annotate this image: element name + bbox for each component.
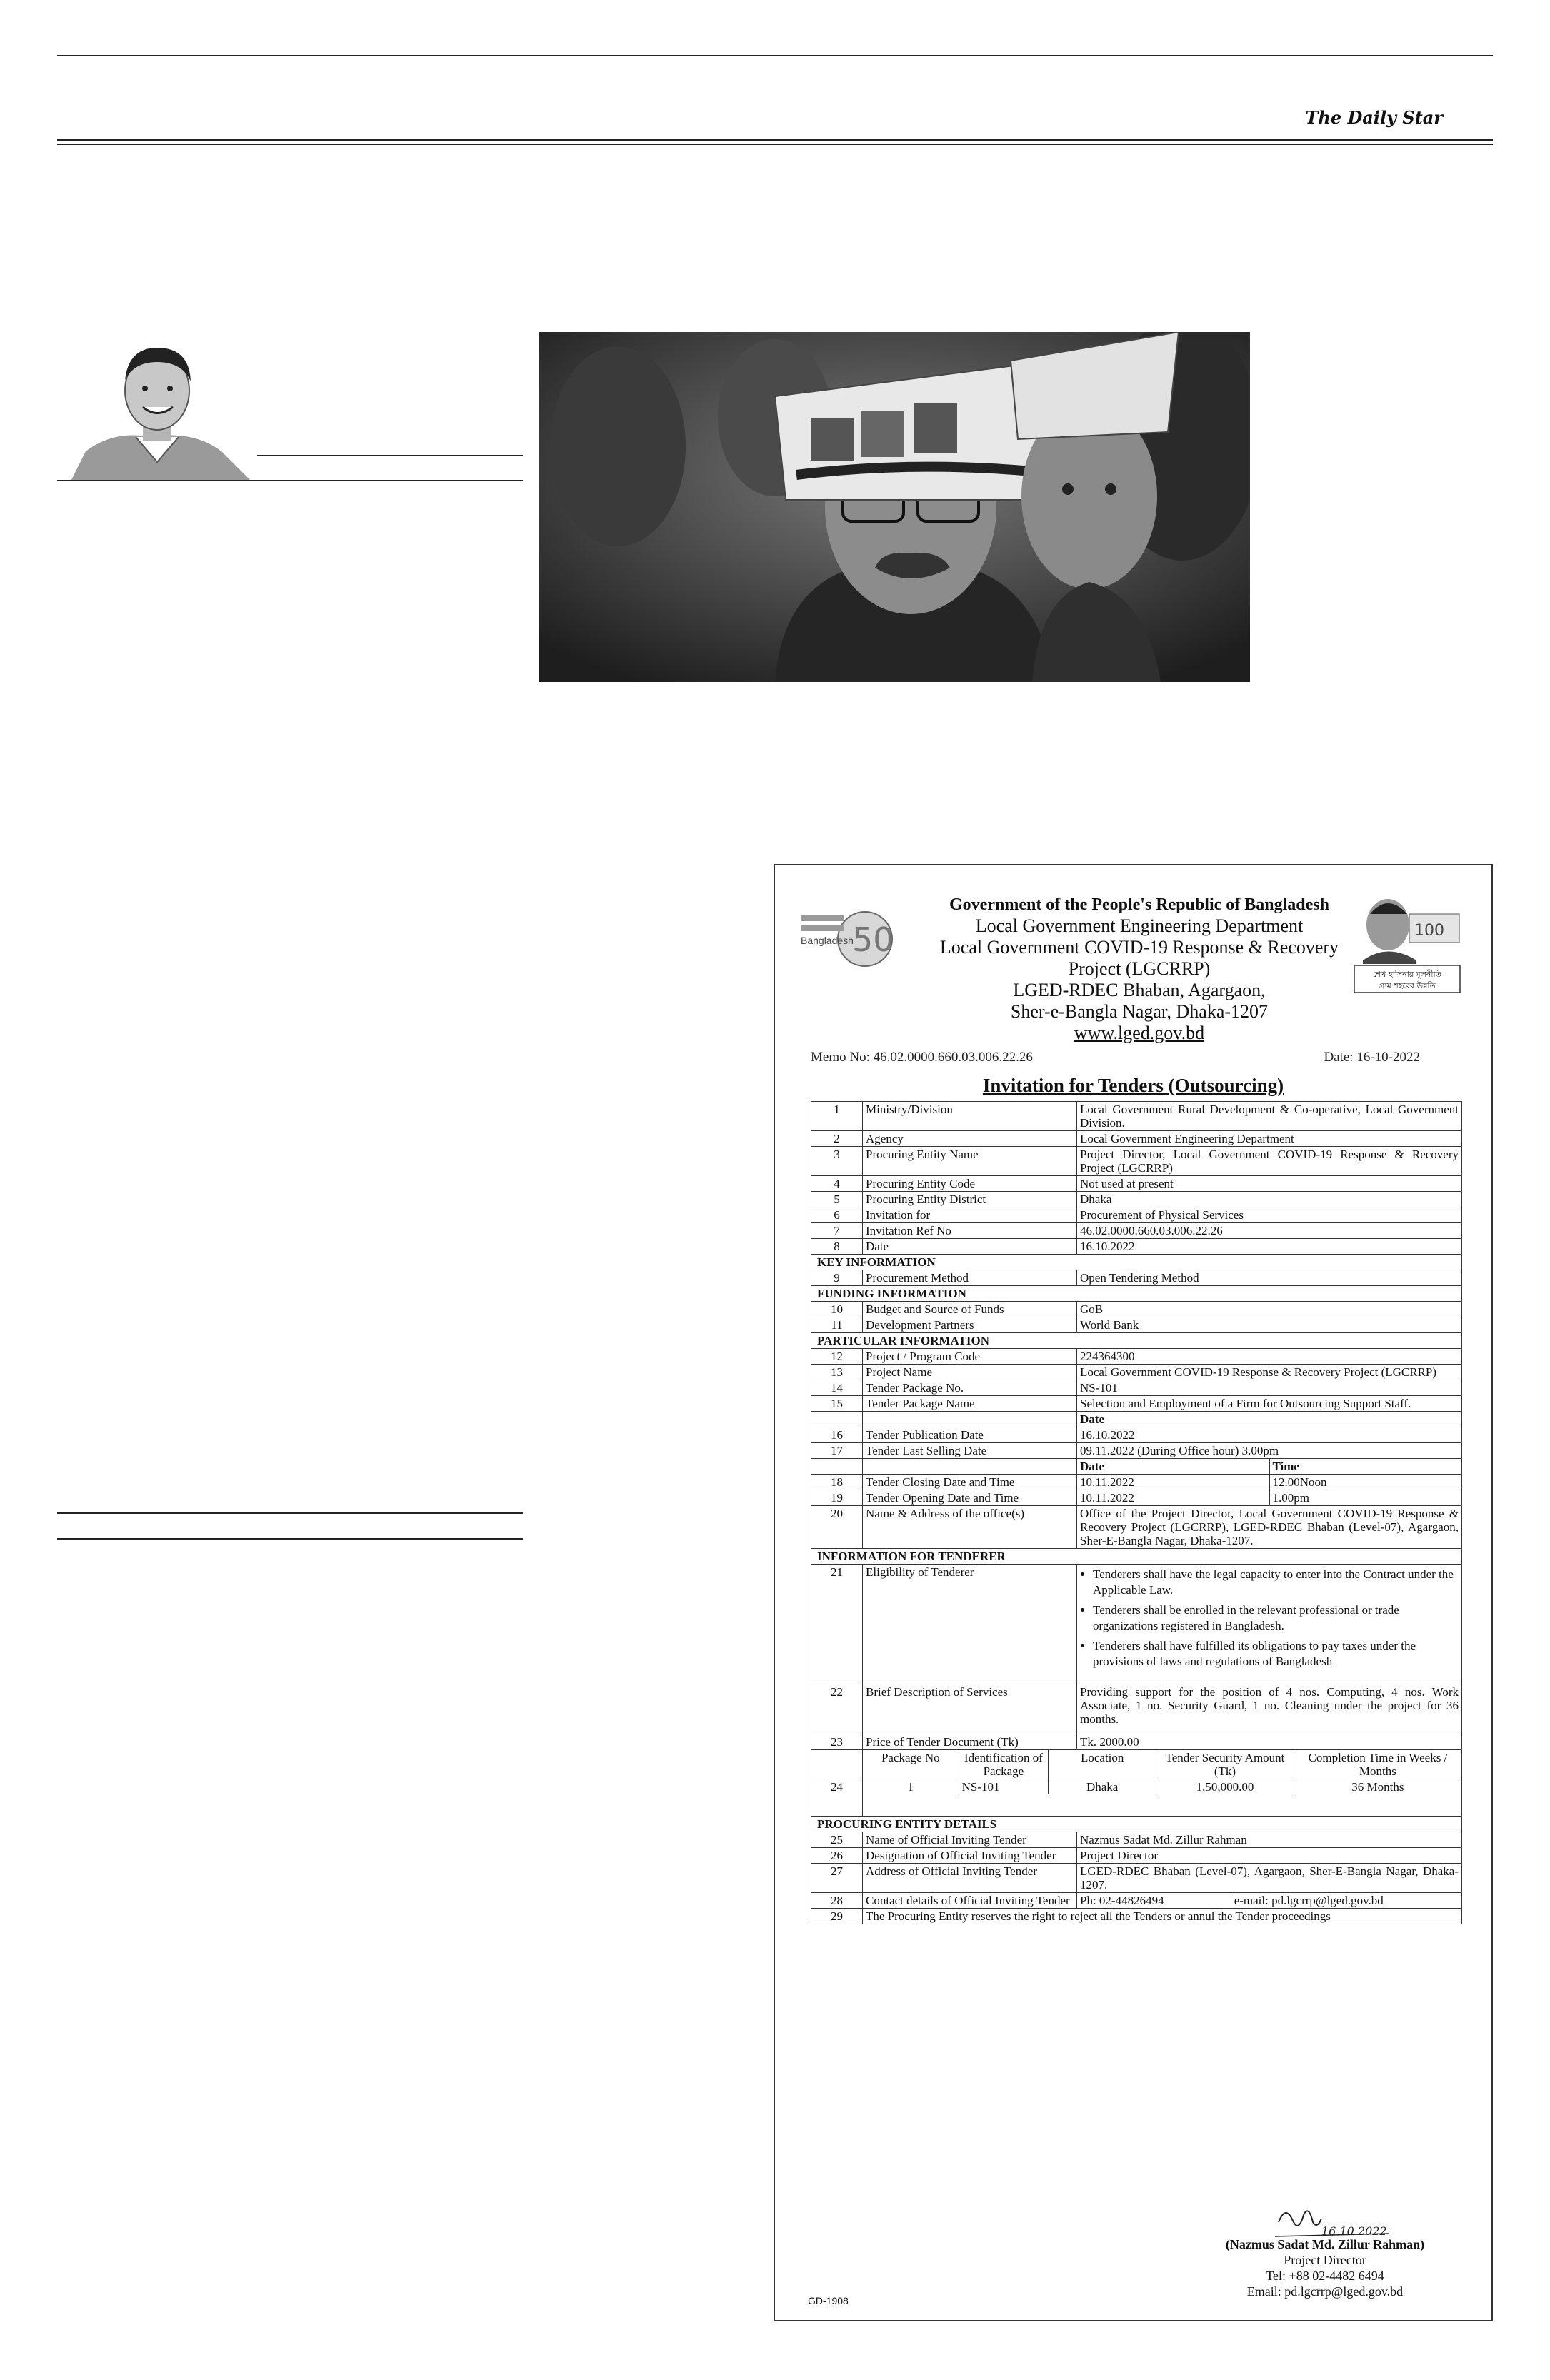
row-number: 23 bbox=[811, 1734, 863, 1750]
row-number: 8 bbox=[811, 1239, 863, 1255]
signatory-title: Project Director bbox=[1284, 2253, 1366, 2267]
advertisement-header bbox=[918, 894, 1361, 1044]
row-value: Nazmus Sadat Md. Zillur Rahman bbox=[1077, 1832, 1462, 1848]
address-line-1: LGED-RDEC Bhaban, Agargaon, bbox=[1013, 980, 1266, 1000]
table-row bbox=[811, 1147, 1462, 1176]
row-number: 21 bbox=[811, 1565, 863, 1684]
table-row bbox=[811, 1192, 1462, 1207]
package-column-header: Package No bbox=[863, 1750, 959, 1779]
row-value: 16.10.2022 bbox=[1077, 1239, 1462, 1255]
table-row bbox=[811, 1475, 1462, 1490]
eligibility-item: • Tenderers shall have the legal capacity to enter into the Contract under the Applicable Law. bbox=[1093, 1567, 1459, 1598]
table-row bbox=[811, 1506, 1462, 1549]
table-group-e bbox=[811, 1427, 1462, 1459]
table-row bbox=[811, 1832, 1462, 1848]
project-title-1: Local Government COVID-19 Response & Recovery bbox=[939, 937, 1339, 958]
eligibility-list bbox=[1077, 1565, 1462, 1684]
table-row bbox=[811, 1102, 1462, 1131]
row-number: 6 bbox=[811, 1207, 863, 1223]
package-column-header: Location bbox=[1049, 1750, 1156, 1779]
eligibility-item: • Tenderers shall have fulfilled its obligations to pay taxes under the provisions of laws and regulations of Bangladesh bbox=[1093, 1638, 1459, 1669]
contact-phone: Ph: 02-44826494 bbox=[1077, 1893, 1231, 1908]
table-row bbox=[811, 1412, 1462, 1427]
row-field: Project Name bbox=[863, 1365, 1077, 1380]
row-field: Tender Package Name bbox=[863, 1396, 1077, 1412]
masthead-rule-2 bbox=[57, 144, 1493, 145]
package-header-row bbox=[811, 1750, 1462, 1779]
row-number: 3 bbox=[811, 1147, 863, 1176]
row-number: 4 bbox=[811, 1176, 863, 1192]
row-field: Brief Description of Services bbox=[863, 1684, 1077, 1734]
row-number: 15 bbox=[811, 1396, 863, 1412]
section-procuring-entity-details: PROCURING ENTITY DETAILS bbox=[811, 1817, 1462, 1832]
package-completion-time: 36 Months bbox=[1351, 1780, 1404, 1794]
row-field: Ministry/Division bbox=[863, 1102, 1077, 1131]
row-number: 20 bbox=[811, 1506, 863, 1549]
row-number: 29 bbox=[811, 1909, 863, 1924]
table-group-g bbox=[811, 1832, 1462, 1893]
masthead-logo: The Daily Star bbox=[1305, 107, 1443, 128]
crowd-photo bbox=[539, 332, 1250, 682]
row-value: 46.02.0000.660.03.006.22.26 bbox=[1077, 1223, 1462, 1239]
table-group-d bbox=[811, 1349, 1462, 1412]
row-value: 16.10.2022 bbox=[1077, 1427, 1462, 1443]
address-line-2: Sher-e-Bangla Nagar, Dhaka-1207 bbox=[1010, 1001, 1269, 1022]
package-location: Dhaka bbox=[1049, 1779, 1156, 1794]
row-number: 22 bbox=[811, 1684, 863, 1734]
table-row bbox=[811, 1396, 1462, 1412]
table-row bbox=[811, 1848, 1462, 1864]
package-column-header: Identification of Package bbox=[959, 1750, 1049, 1779]
row-value: Local Government Rural Development & Co-operative, Local Government Division. bbox=[1077, 1102, 1462, 1131]
project-title-2: Project (LGCRRP) bbox=[1068, 958, 1211, 979]
svg-text:100: 100 bbox=[1414, 922, 1444, 940]
row-field: Eligibility of Tenderer bbox=[863, 1565, 1077, 1684]
row-number: 18 bbox=[811, 1475, 863, 1490]
row-value: Procurement of Physical Services bbox=[1077, 1207, 1462, 1223]
table-row bbox=[811, 1909, 1462, 1924]
row-field: Name of Official Inviting Tender bbox=[863, 1832, 1077, 1848]
column-rule-2 bbox=[57, 1538, 523, 1540]
row-value: Project Director, Local Government COVID-19 Response & Recovery Project (LGCRRP) bbox=[1077, 1147, 1462, 1176]
package-header-table bbox=[863, 1750, 1461, 1779]
row-field: Name & Address of the office(s) bbox=[863, 1506, 1077, 1549]
row-field: Address of Official Inviting Tender bbox=[863, 1864, 1077, 1893]
table-row bbox=[811, 1131, 1462, 1147]
package-row bbox=[811, 1779, 1462, 1817]
row-time: 1.00pm bbox=[1272, 1491, 1309, 1505]
signature-scribble bbox=[1271, 2201, 1393, 2240]
row-field: Tender Package No. bbox=[863, 1380, 1077, 1396]
date-header: Date bbox=[1077, 1412, 1462, 1427]
row-field: Agency bbox=[863, 1131, 1077, 1147]
table-row bbox=[811, 1893, 1462, 1909]
bangladesh-50-logo bbox=[801, 900, 894, 978]
package-identification: NS-101 bbox=[959, 1779, 1049, 1794]
svg-text:গ্রাম শহরের উন্নতি: গ্রাম শহরের উন্নতি bbox=[1379, 981, 1436, 990]
portrait-rule-2 bbox=[57, 480, 523, 481]
memo-number: Memo No: 46.02.0000.660.03.006.22.26 bbox=[811, 1050, 1033, 1065]
package-security-amount: 1,50,000.00 bbox=[1156, 1779, 1294, 1794]
svg-text:16.10.2022: 16.10.2022 bbox=[1321, 2224, 1387, 2238]
government-title: Government of the People's Republic of Bangladesh bbox=[949, 895, 1329, 914]
row-number: 5 bbox=[811, 1192, 863, 1207]
row-field: Procuring Entity Code bbox=[863, 1176, 1077, 1192]
row-number: 25 bbox=[811, 1832, 863, 1848]
row-field: Procuring Entity District bbox=[863, 1192, 1077, 1207]
row-value: Selection and Employment of a Firm for Outsourcing Support Staff. bbox=[1077, 1396, 1462, 1412]
row-value: GoB bbox=[1077, 1302, 1462, 1317]
table-row bbox=[811, 1734, 1462, 1750]
table-row bbox=[811, 1365, 1462, 1380]
row-field: Tender Last Selling Date bbox=[863, 1443, 1077, 1459]
table-row bbox=[811, 1443, 1462, 1459]
eligibility-item: • Tenderers shall be enrolled in the relevant professional or trade organizations registered in Bangladesh. bbox=[1093, 1602, 1459, 1634]
table-row bbox=[811, 1223, 1462, 1239]
svg-text:Bangladesh: Bangladesh bbox=[801, 935, 854, 946]
row-number: 13 bbox=[811, 1365, 863, 1380]
columnist-portrait bbox=[57, 330, 257, 480]
row-field: Tender Opening Date and Time bbox=[863, 1490, 1077, 1506]
table-row bbox=[811, 1207, 1462, 1223]
row-field: Contact details of Official Inviting Tender bbox=[863, 1893, 1077, 1909]
table-row bbox=[811, 1565, 1462, 1684]
row-value: NS-101 bbox=[1077, 1380, 1462, 1396]
row-field: Procurement Method bbox=[863, 1270, 1077, 1286]
row-number: 27 bbox=[811, 1864, 863, 1893]
table-row bbox=[811, 1864, 1462, 1893]
table-row bbox=[811, 1459, 1462, 1475]
svg-text:50: 50 bbox=[852, 920, 894, 959]
table-row bbox=[811, 1176, 1462, 1192]
section-funding-information: FUNDING INFORMATION bbox=[811, 1286, 1462, 1302]
portrait-rule-1 bbox=[257, 455, 523, 456]
package-values-table bbox=[863, 1779, 1461, 1794]
row-number: 10 bbox=[811, 1302, 863, 1317]
row-value: Dhaka bbox=[1077, 1192, 1462, 1207]
row-field: Designation of Official Inviting Tender bbox=[863, 1848, 1077, 1864]
table-row bbox=[811, 1380, 1462, 1396]
table-row bbox=[811, 1684, 1462, 1734]
row-value: 224364300 bbox=[1077, 1349, 1462, 1365]
row-number: 1 bbox=[811, 1102, 863, 1131]
row-field: Tender Closing Date and Time bbox=[863, 1475, 1077, 1490]
tender-table bbox=[811, 1101, 1462, 1924]
table-group-b bbox=[811, 1270, 1462, 1286]
advertisement-title: Invitation for Tenders (Outsourcing) bbox=[982, 1075, 1284, 1096]
row-number: 12 bbox=[811, 1349, 863, 1365]
row-number: 2 bbox=[811, 1131, 863, 1147]
row-number: 9 bbox=[811, 1270, 863, 1286]
department-title: Local Government Engineering Department bbox=[975, 915, 1304, 936]
row-date: 10.11.2022 bbox=[1077, 1490, 1269, 1505]
package-column-header: Tender Security Amount (Tk) bbox=[1156, 1750, 1294, 1779]
row-field: Procuring Entity Name bbox=[863, 1147, 1077, 1176]
section-information-for-tenderer: INFORMATION FOR TENDERER bbox=[811, 1549, 1462, 1565]
row-value: Project Director bbox=[1077, 1848, 1462, 1864]
table-group-f bbox=[811, 1475, 1462, 1506]
row-field: Invitation Ref No bbox=[863, 1223, 1077, 1239]
mujib-100-logo bbox=[1349, 893, 1463, 996]
table-row bbox=[811, 1490, 1462, 1506]
row-value: Local Government COVID-19 Response & Recovery Project (LGCRRP) bbox=[1077, 1365, 1462, 1380]
row-value: Not used at present bbox=[1077, 1176, 1462, 1192]
signatory-email[interactable]: Email: pd.lgcrrp@lged.gov.bd bbox=[1246, 2284, 1404, 2299]
row-number: 7 bbox=[811, 1223, 863, 1239]
time-column-header: Time bbox=[1272, 1460, 1299, 1473]
memo-date: Date: 16-10-2022 bbox=[1324, 1050, 1420, 1065]
row-number: 28 bbox=[811, 1893, 863, 1909]
package-number: 1 bbox=[863, 1779, 959, 1794]
signatory-name: (Nazmus Sadat Md. Zillur Rahman) bbox=[1225, 2237, 1425, 2251]
row-number: 17 bbox=[811, 1443, 863, 1459]
row-time: 12.00Noon bbox=[1272, 1475, 1327, 1489]
masthead-rule-1 bbox=[57, 139, 1493, 141]
gd-number: GD-1908 bbox=[808, 2295, 849, 2306]
row-number: 11 bbox=[811, 1317, 863, 1333]
section-particular-information: PARTICULAR INFORMATION bbox=[811, 1333, 1462, 1349]
row-number: 19 bbox=[811, 1490, 863, 1506]
row-field: Tender Publication Date bbox=[863, 1427, 1077, 1443]
table-row bbox=[811, 1239, 1462, 1255]
row-value: Local Government Engineering Department bbox=[1077, 1131, 1462, 1147]
row-number: 14 bbox=[811, 1380, 863, 1396]
table-row bbox=[811, 1317, 1462, 1333]
column-rule-1 bbox=[57, 1512, 523, 1514]
contact-email[interactable]: e-mail: pd.lgcrrp@lged.gov.bd bbox=[1234, 1894, 1384, 1907]
row-field: Invitation for bbox=[863, 1207, 1077, 1223]
tender-advertisement bbox=[774, 864, 1493, 2321]
top-rule bbox=[57, 55, 1493, 56]
row-value: World Bank bbox=[1077, 1317, 1462, 1333]
table-row bbox=[811, 1270, 1462, 1286]
row-field: Price of Tender Document (Tk) bbox=[863, 1734, 1077, 1750]
table-row bbox=[811, 1302, 1462, 1317]
table-group-a bbox=[811, 1102, 1462, 1255]
row-field: Development Partners bbox=[863, 1317, 1077, 1333]
row-date: 10.11.2022 bbox=[1077, 1475, 1269, 1490]
website-link[interactable]: www.lged.gov.bd bbox=[1074, 1023, 1205, 1043]
section-key-information: KEY INFORMATION bbox=[811, 1255, 1462, 1270]
signatory-phone: Tel: +88 02-4482 6494 bbox=[1266, 2269, 1384, 2283]
svg-text:শেখ হাসিনার মূলনীতি: শেখ হাসিনার মূলনীতি bbox=[1373, 970, 1441, 979]
row-value: 09.11.2022 (During Office hour) 3.00pm bbox=[1077, 1443, 1462, 1459]
row-value: Office of the Project Director, Local Government COVID-19 Response & Recovery Project (LGCRRP), LGED-RDEC Bhaban (Level-07), Agargaon, Sher-E-Bangla Nagar, Dhaka-1207. bbox=[1077, 1506, 1462, 1549]
row-number: 24 bbox=[811, 1779, 863, 1817]
row-field: Budget and Source of Funds bbox=[863, 1302, 1077, 1317]
package-column-header: Completion Time in Weeks / Months bbox=[1294, 1750, 1461, 1779]
row-value: Open Tendering Method bbox=[1077, 1270, 1462, 1286]
row-field: Date bbox=[863, 1239, 1077, 1255]
table-row bbox=[811, 1427, 1462, 1443]
signature-block bbox=[1189, 2236, 1461, 2299]
row-field: Project / Program Code bbox=[863, 1349, 1077, 1365]
date-column-header: Date bbox=[1077, 1459, 1269, 1474]
row-value: The Procuring Entity reserves the right to reject all the Tenders or annul the Tender proceedings bbox=[863, 1909, 1462, 1924]
table-row bbox=[811, 1349, 1462, 1365]
row-value: Tk. 2000.00 bbox=[1077, 1734, 1462, 1750]
row-number: 16 bbox=[811, 1427, 863, 1443]
row-number: 26 bbox=[811, 1848, 863, 1864]
row-value: LGED-RDEC Bhaban (Level-07), Agargaon, Sher-E-Bangla Nagar, Dhaka-1207. bbox=[1077, 1864, 1462, 1893]
table-group-c bbox=[811, 1302, 1462, 1333]
row-value: Providing support for the position of 4 nos. Computing, 4 nos. Work Associate, 1 no. Security Guard, 1 no. Cleaning under the project for 36 months. bbox=[1077, 1684, 1462, 1734]
